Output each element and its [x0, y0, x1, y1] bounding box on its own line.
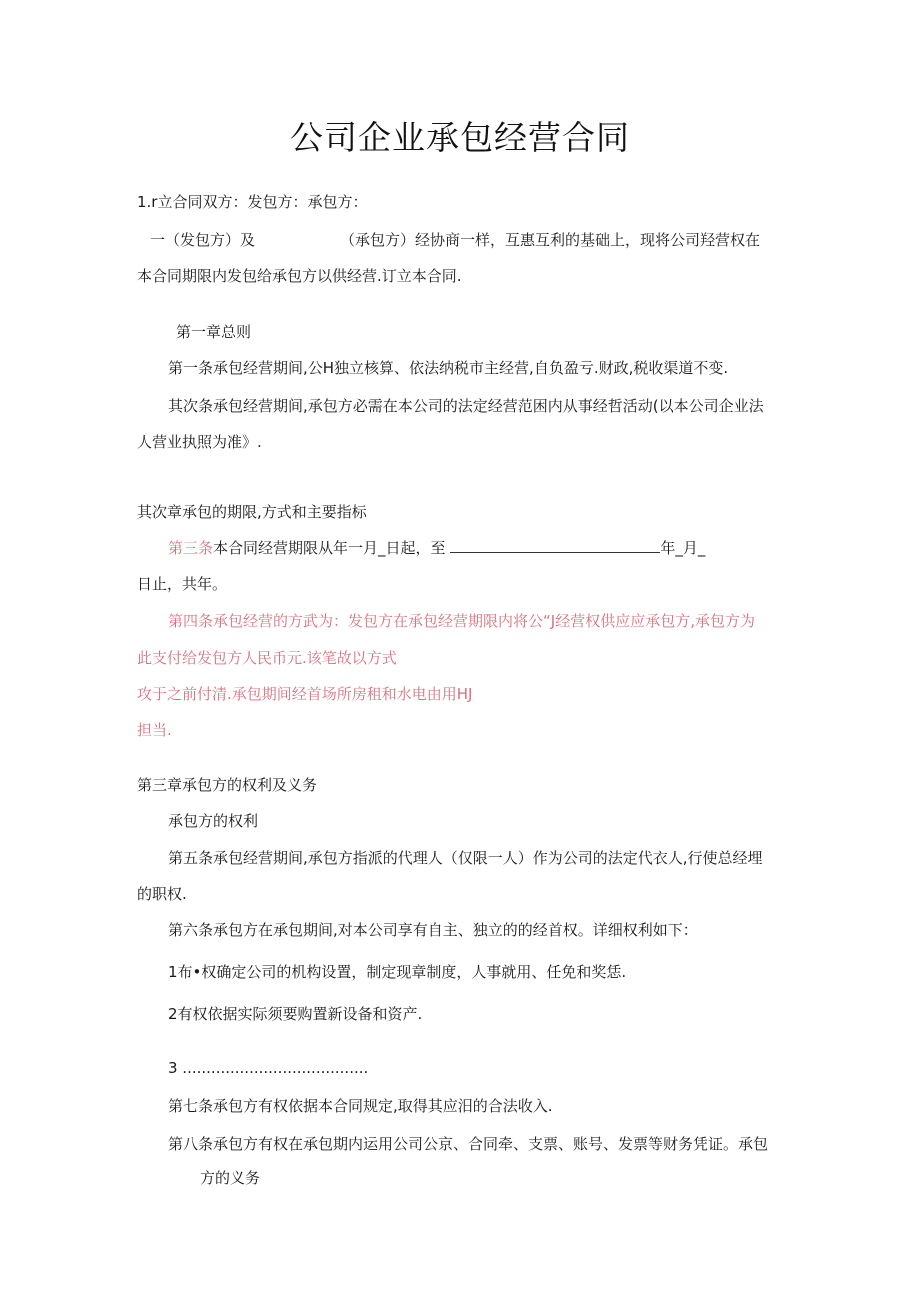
article-1: 第一条承包经营期间,公H独立核算、依法纳税市主经营,自负盈亏.财政,税收渠道不变.	[168, 359, 729, 377]
article-2: 其次条承包经营期间,承包方必需在本公司的法定经营范困内从事经哲活动(以本公司企业法	[168, 397, 764, 415]
obligations-heading: 方的义务	[200, 1169, 261, 1187]
chapter-3-heading: 第三章承包方的权利及义务	[137, 776, 318, 794]
blank-field[interactable]	[450, 538, 660, 553]
article-3	[168, 538, 705, 558]
article-5-cont: 的职权.	[137, 885, 187, 903]
intro-line-b: （承包方）经协商一样，互惠互利的基础上，现将公司羟营权在	[340, 231, 761, 249]
chapter-2-heading: 其次章承包的期限,方式和主要指标	[137, 503, 367, 521]
article-4-cont-3: 担当.	[137, 721, 172, 739]
article-7: 第七条承包方有权依据本合同规定,取得其应汨的合法收入.	[168, 1097, 553, 1115]
article-3-text: 本合同经营期限从年一月_日起，至	[213, 539, 446, 557]
article-6-item-3: 3 .......................................	[168, 1059, 369, 1077]
intro-line-2: 本合同期限内发包给承包方以供经营.订立本合同.	[137, 267, 462, 285]
article-6: 第六条承包方在承包期间,对本公司享有自主、独立的的经首权。详细权利如下：	[168, 921, 698, 939]
article-8: 第八条承包方有权在承包期内运用公司公京、合同牵、支票、账号、发票等财务凭证。承包	[168, 1135, 769, 1153]
article-4-cont-1: 此支付给发包方人民币元.该笔故以方式	[137, 649, 397, 667]
article-4-cont-2: 攻于之前付清.承包期间经首场所房租和水电由用HJ	[137, 685, 473, 703]
article-3-cont: 日止，共年。	[137, 575, 228, 593]
article-3-label: 第三条	[168, 539, 214, 557]
article-6-item-2: 2有权依据实际须要购置新设备和资产.	[168, 1005, 423, 1023]
article-2-cont: 人营业执照为准》.	[137, 433, 262, 451]
article-5: 第五条承包经营期间,承包方指派的代理人（仅限一人）作为公司的法定代衣人,行使总经埋	[168, 849, 763, 867]
chapter-1-heading: 第一章总则	[176, 323, 252, 341]
intro-line-a: 一（发包方）及	[150, 231, 256, 249]
parties-line: 1.r立合同双方：发包方：承包方：	[137, 193, 368, 211]
article-6-item-1: 1布•权确定公司的机构设置，制定现章制度，人事就用、任免和奖恁.	[168, 963, 627, 981]
rights-heading: 承包方的权利	[168, 812, 259, 830]
article-3-text-b: 年_月_	[660, 539, 706, 557]
document-title: 公司企业承包经营合同	[290, 118, 630, 157]
article-4: 第四条承包经营的方武为：发包方在承包经营期限内将公“J经营权供应应承包方,承包方为	[168, 612, 755, 630]
